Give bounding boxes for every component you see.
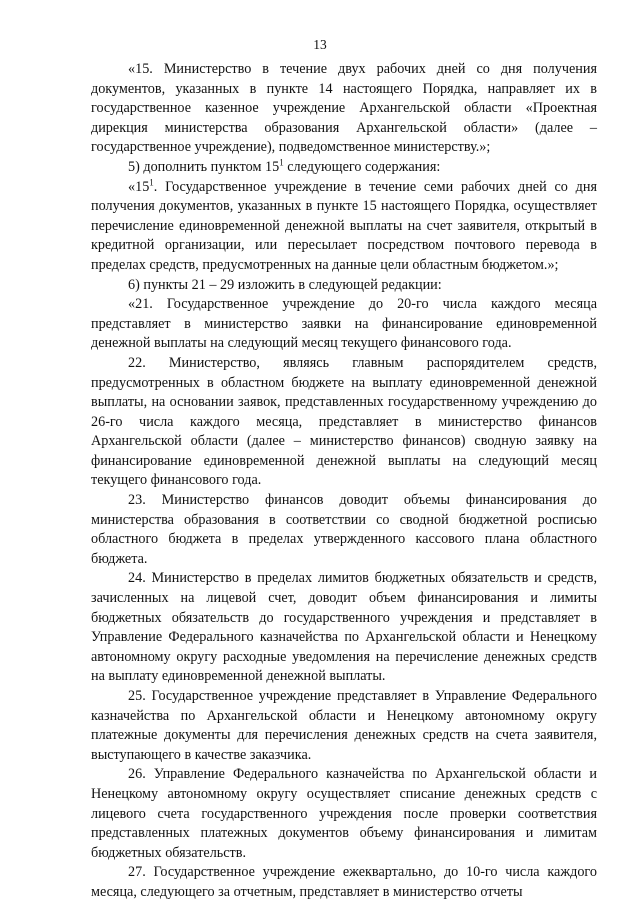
- paragraph-text: . Государственное учреждение в течение семи рабочих дней со дня получения документов, указанных в пункте 15 настоящего Порядка, осуществляет перечисление единовременной денежной выплаты на счет заявителя, открытый в кредитной организации, или пересылает посредством почтового перевода в пределах средств, предусмотренных на данные цели областным бюджетом.»;: [91, 178, 597, 273]
- paragraph-point-22: [91, 354, 597, 491]
- paragraph-text: «15: [128, 178, 150, 195]
- paragraph-point-21: [91, 295, 597, 354]
- paragraph-point-15-1: [91, 178, 597, 276]
- paragraph-text: 27. Государственное учреждение ежеквартально, до 10-го числа каждого месяца, следующего за отчетным, представляет в министерство отчеты: [91, 864, 597, 900]
- paragraph-text: 25. Государственное учреждение представляет в Управление Федерального казначейства по Архангельской области и Ненецкому автономному округу платежные документы для перечисления денежных средств на счета заявителя, выступающего в качестве заказчика.: [91, 688, 597, 763]
- paragraph-point-24: [91, 569, 597, 687]
- paragraph-text: 23. Министерство финансов доводит объемы финансирования до министерства образования в соответствии со сводной бюджетной росписью областного бюджета в пределах утвержденного кассового плана областного бюджета.: [91, 492, 597, 567]
- paragraph-point-25: [91, 687, 597, 765]
- paragraph-text: «15. Министерство в течение двух рабочих дней со дня получения документов, указанных в пункте 14 настоящего Порядка, направляет их в государственное казенное учреждение Архангельской области «Проектная дирекция министерства образования Архангельской области» (далее – государственное учреждение), подведомственное министерству.»;: [91, 61, 597, 156]
- paragraph-text: следующего содержания:: [283, 158, 441, 175]
- paragraph-text: 6) пункты 21 – 29 изложить в следующей редакции:: [128, 276, 442, 293]
- superscript: 1: [149, 176, 154, 187]
- paragraph-text: «21. Государственное учреждение до 20-го числа каждого месяца представляет в министерство заявки на финансирование единовременной денежной выплаты на следующий месяц текущего финансового года.: [91, 296, 597, 352]
- paragraph-item-6: [91, 276, 597, 296]
- superscript: 1: [279, 157, 284, 168]
- paragraph-point-23: [91, 491, 597, 569]
- document-body: [91, 60, 597, 903]
- paragraph-item-5: [91, 158, 597, 178]
- page-number: 13: [313, 37, 327, 52]
- paragraph-text: 26. Управление Федерального казначейства по Архангельской области и Ненецкому автономному округу осуществляет списание денежных средств с лицевого счета государственного учреждения после проверки соответствия представленных платежных документов объему финансирования и лимитам бюджетных обязательств.: [91, 766, 597, 861]
- paragraph-point-26: [91, 765, 597, 863]
- paragraph-text: 24. Министерство в пределах лимитов бюджетных обязательств и средств, зачисленных на лицевой счет, доводит объем финансирования и лимиты бюджетных обязательств до государственного учреждения и представляет в Управление Федерального казначейства по Архангельской области и Ненецкому автономному округу расходные уведомления на перечисление денежных средств на выплату единовременной денежной выплаты.: [91, 570, 597, 685]
- paragraph-point-15: [91, 60, 597, 158]
- paragraph-text: 5) дополнить пунктом 15: [128, 158, 280, 175]
- paragraph-point-27: [91, 863, 597, 902]
- paragraph-text: 22. Министерство, являясь главным распорядителем средств, предусмотренных в областном бюджете на выплату единовременной денежной выплаты, на основании заявок, представленных государственному учреждению до 26-го числа каждого месяца, представляет в министерство финансов Архангельской области (далее – министерство финансов) сводную заявку на финансирование единовременной денежной выплаты на следующий месяц текущего финансового года.: [91, 354, 597, 489]
